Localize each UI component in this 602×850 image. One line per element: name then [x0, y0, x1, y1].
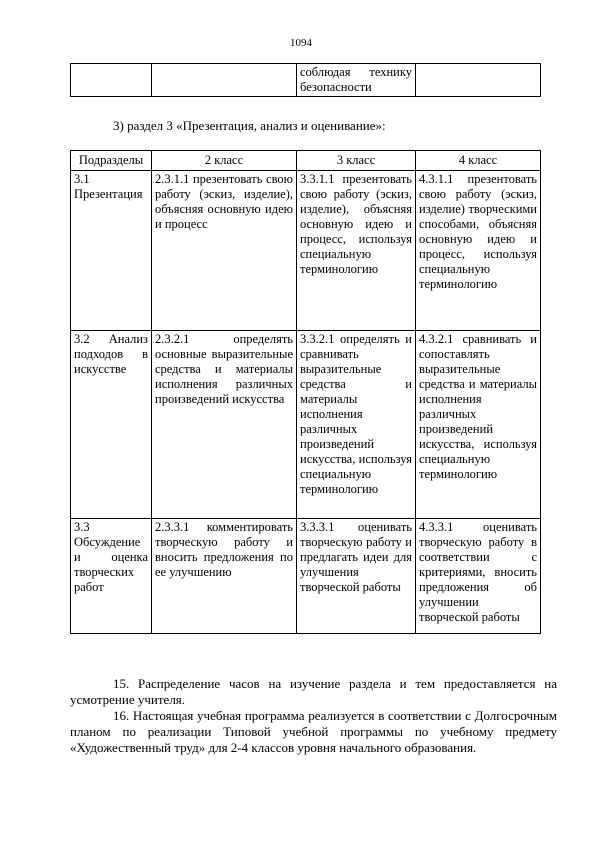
- grade-4-cell: 4.3.2.1 сравнивать и сопоставлять выразительные средства и материалы исполнения различных произведений искусства, используя специальную терминологию: [416, 331, 541, 519]
- table-cell: [71, 64, 152, 97]
- table-cell: соблюдая технику безопасности: [297, 64, 416, 97]
- header-grade-3: 3 класс: [297, 151, 416, 171]
- grade-3-cell: 3.3.1.1 презентовать свою работу (эскиз, изделие), объясняя основную идею и процесс, используя специальную терминологию: [297, 171, 416, 331]
- grade-2-cell: 2.3.1.1 презентовать свою работу (эскиз, изделие), объясняя основную идею и процесс: [152, 171, 297, 331]
- table-row: [71, 331, 541, 519]
- table-cell: [416, 64, 541, 97]
- paragraph-15: 15. Распределение часов на изучение раздела и тем предоставляется на усмотрение учителя.: [70, 676, 557, 707]
- body-text: [70, 676, 557, 756]
- grade-3-cell: 3.3.3.1 оценивать творческую работу и предлагать идеи для улучшения творческой работы: [297, 519, 416, 634]
- table-row: [71, 64, 541, 97]
- continued-table: [70, 63, 541, 97]
- subsection-cell: 3.3 Обсуждение и оценка творческих работ: [71, 519, 152, 634]
- table-header-row: [71, 151, 541, 171]
- page-number: 1094: [290, 37, 312, 49]
- grade-2-cell: 2.3.2.1 определять основные выразительные средства и материалы исполнения различных произведений искусства: [152, 331, 297, 519]
- header-subsections: Подразделы: [71, 151, 152, 171]
- grade-4-cell: 4.3.3.1 оценивать творческую работу в соответствии с критериями, вносить предложения об улучшении творческой работы: [416, 519, 541, 634]
- subsection-cell: 3.1 Презентация: [71, 171, 152, 331]
- header-grade-4: 4 класс: [416, 151, 541, 171]
- curriculum-table: [70, 150, 541, 634]
- table-cell: [152, 64, 297, 97]
- table-row: [71, 171, 541, 331]
- grade-4-cell: 4.3.1.1 презентовать свою работу (эскиз, изделие) творческими способами, объясняя основную идею и процесс, используя специальную терминологию: [416, 171, 541, 331]
- header-grade-2: 2 класс: [152, 151, 297, 171]
- table-row: [71, 519, 541, 634]
- grade-3-cell: 3.3.2.1 определять и сравнивать выразительные средства и материалы исполнения различных произведений искусства, используя специальную терминологию: [297, 331, 416, 519]
- grade-2-cell: 2.3.3.1 комментировать творческую работу и вносить предложения по ее улучшению: [152, 519, 297, 634]
- section-heading: 3) раздел 3 «Презентация, анализ и оценивание»:: [113, 118, 386, 133]
- paragraph-16: 16. Настоящая учебная программа реализуется в соответствии с Долгосрочным планом по реализации Типовой учебной программы по учебному предмету «Художественный труд» для 2-4 классов уровня начального образования.: [70, 708, 557, 755]
- subsection-cell: 3.2 Анализ подходов в искусстве: [71, 331, 152, 519]
